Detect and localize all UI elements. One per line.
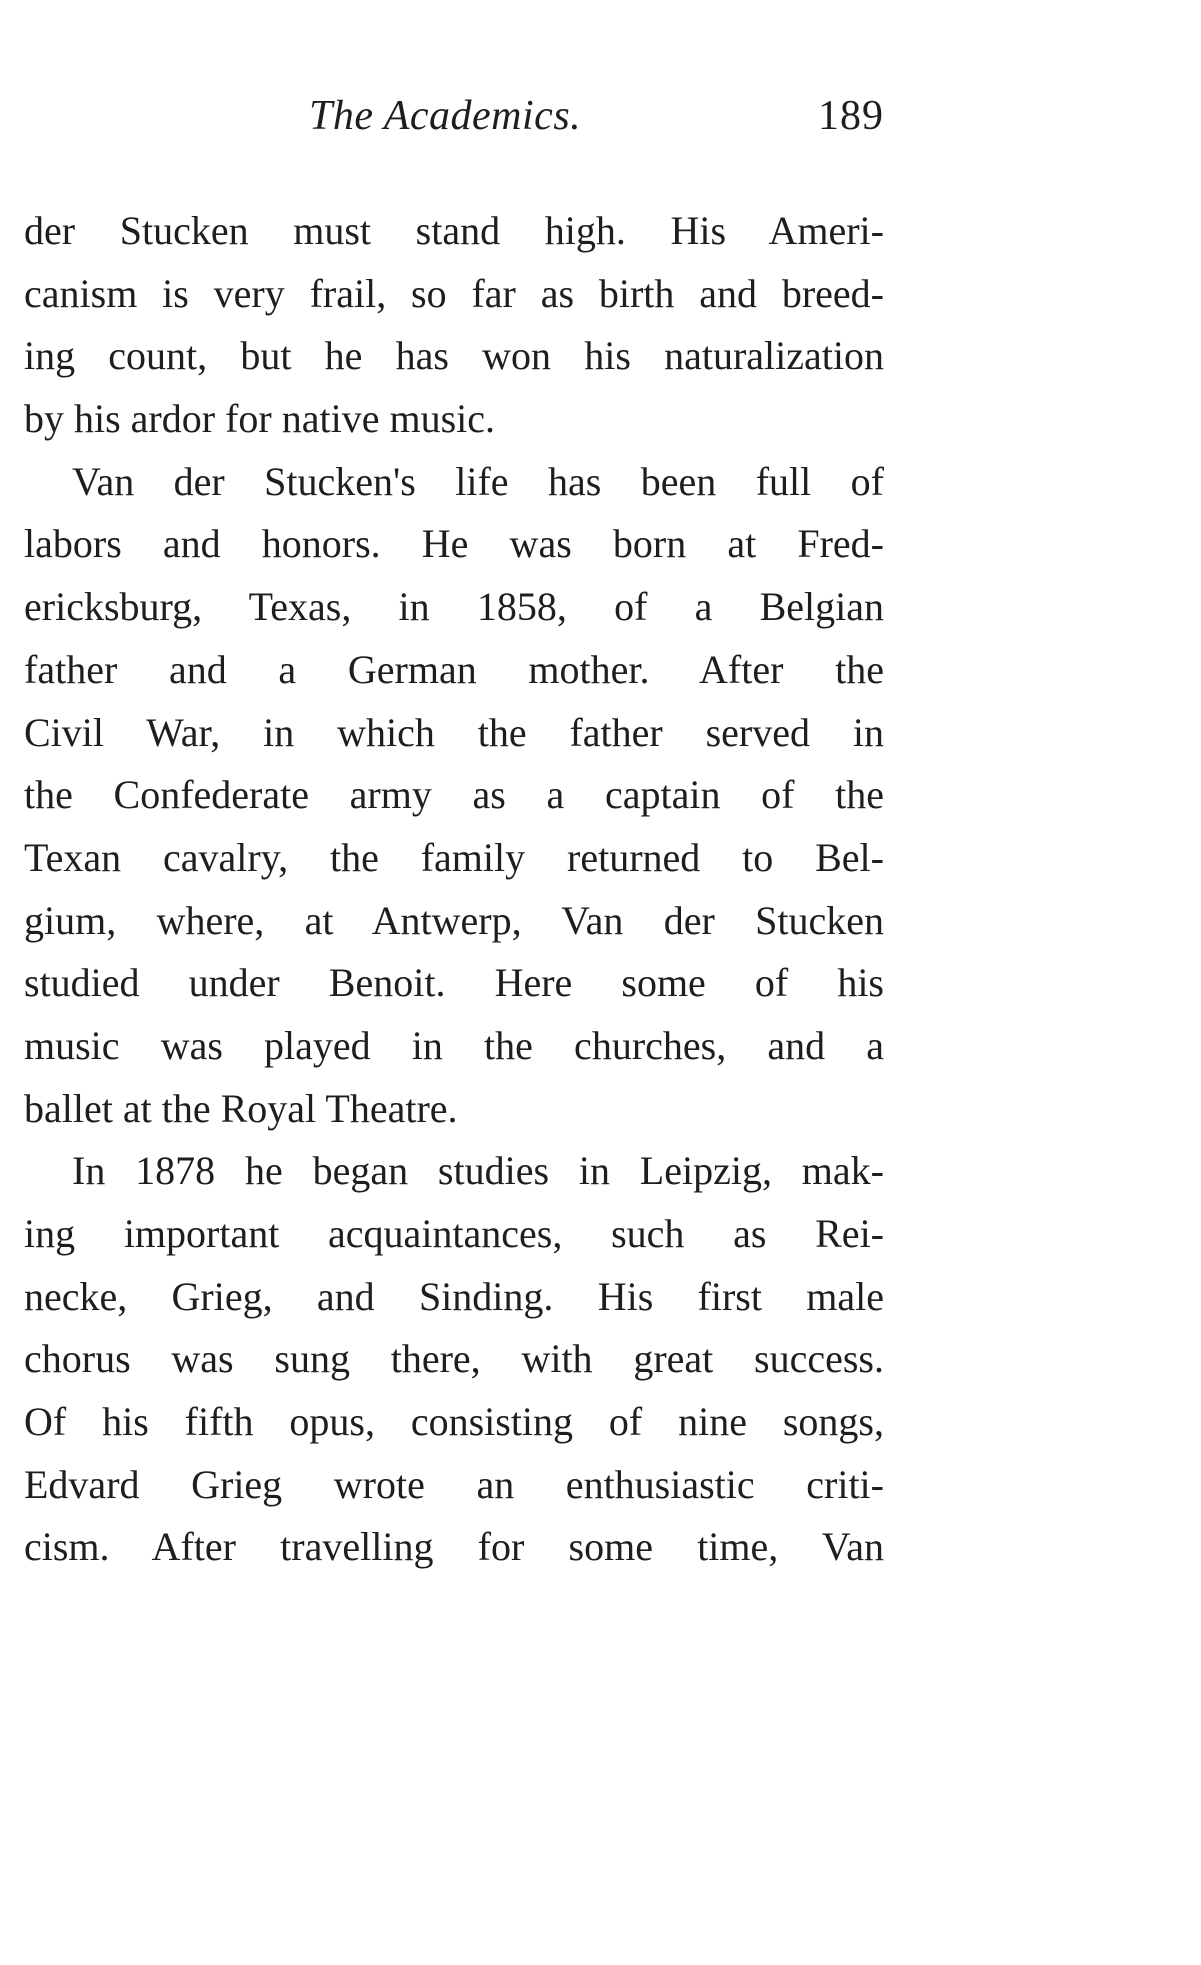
text-line: studied under Benoit. Here some of his xyxy=(24,960,884,1006)
text-line: In 1878 he began studies in Leipzig, mak- xyxy=(72,1148,884,1194)
text-line: ing count, but he has won his naturalization xyxy=(24,333,884,379)
body-text xyxy=(24,200,884,1579)
text-line: Of his fifth opus, consisting of nine songs, xyxy=(24,1399,884,1445)
text-line: Texan cavalry, the family returned to Bel- xyxy=(24,834,884,880)
text-line: der Stucken must stand high. His Ameri- xyxy=(24,208,884,253)
text-line: ballet at the Royal Theatre. xyxy=(24,1085,458,1131)
text-line: cism. After travelling for some time, Van xyxy=(24,1524,884,1570)
text-line: ing important acquaintances, such as Rei- xyxy=(24,1211,884,1256)
text-line: father and a German mother. After the xyxy=(24,646,884,692)
text-line: canism is very frail, so far as birth and breed- xyxy=(24,270,884,316)
text-line: necke, Grieg, and Sinding. His first male xyxy=(24,1273,884,1319)
page-header xyxy=(24,92,884,152)
text-line: chorus was sung there, with great success. xyxy=(24,1336,884,1382)
text-line: Civil War, in which the father served in xyxy=(24,709,884,755)
text-line: by his ardor for native music. xyxy=(24,396,495,442)
text-line: ericksburg, Texas, in 1858, of a Belgian xyxy=(24,584,884,630)
page-number: 189 xyxy=(818,93,884,139)
text-line: music was played in the churches, and a xyxy=(24,1022,884,1068)
text-line: Van der Stucken's life has been full of xyxy=(72,458,884,504)
text-line: gium, where, at Antwerp, Van der Stucken xyxy=(24,897,884,943)
text-line: labors and honors. He was born at Fred- xyxy=(24,521,884,567)
text-line: Edvard Grieg wrote an enthusiastic criti- xyxy=(24,1461,884,1507)
text-line: the Confederate army as a captain of the xyxy=(24,772,884,818)
running-title: The Academics. xyxy=(309,93,582,139)
